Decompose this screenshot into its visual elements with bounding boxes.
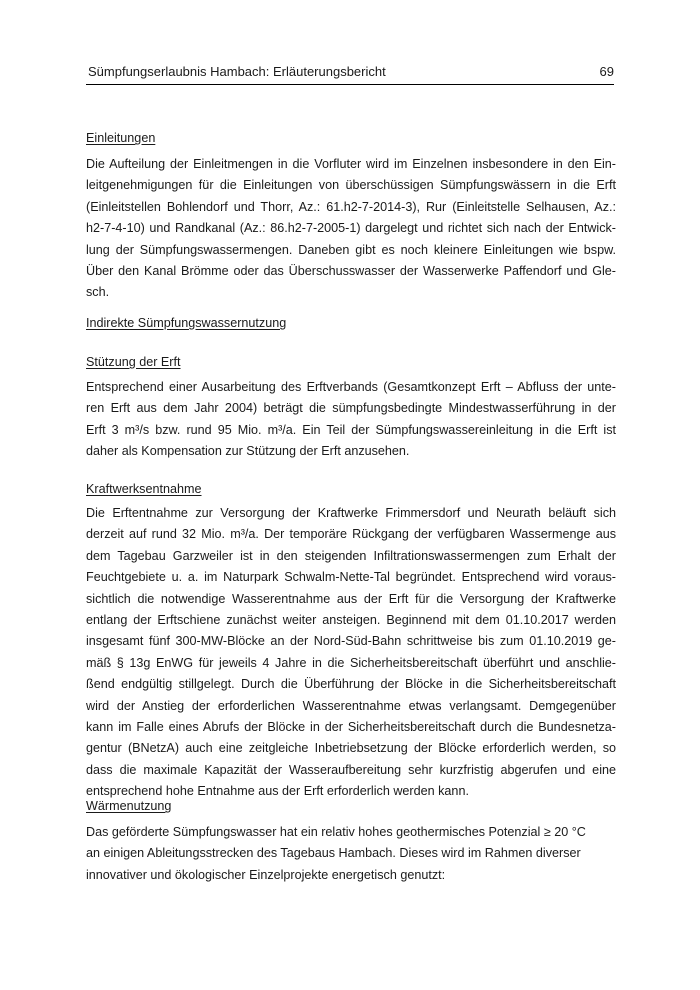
paragraph-stuetzung-erft <box>86 377 616 463</box>
paragraph-waermenutzung <box>86 822 616 886</box>
text-line: an einigen Ableitungsstrecken des Tagebaus Hambach. Dieses wird im Rahmen diverser <box>86 846 581 861</box>
text-line: Über den Kanal Brömme oder das Überschusswasser der Wasserwerke Paffendorf und Gle- <box>86 263 616 278</box>
paragraph-kraftwerksentnahme <box>86 503 616 802</box>
paragraph-einleitungen <box>86 154 616 304</box>
text-line: mäß § 13g EnWG für jeweils 4 Jahre in die Sicherheitsbereitschaft überführt und anschlie- <box>86 655 616 670</box>
text-line: kann im Falle eines Abrufs der Blöcke in der Sicherheitsbereitschaft durch die Bundesnetza- <box>86 719 616 734</box>
text-line: Das geförderte Sümpfungswasser hat ein relativ hohes geothermisches Potenzial ≥ 20 °C <box>86 825 586 839</box>
text-line: Entsprechend einer Ausarbeitung des Erftverbands (Gesamtkonzept Erft – Abfluss der unte- <box>86 380 616 394</box>
text-line: derzeit auf rund 32 Mio. m³/a. Der temporäre Rückgang der verfügbaren Wassermenge aus <box>86 527 616 542</box>
text-line: entsprechend hohe Entnahme aus der Erft erforderlich werden kann. <box>86 784 469 799</box>
page-header <box>86 62 614 85</box>
heading-kraftwerksentnahme: Kraftwerksentnahme <box>86 482 202 496</box>
text-line: Erft 3 m³/s bzw. rund 95 Mio. m³/a. Ein Teil der Sümpfungswassereinleitung in die Erft ist <box>86 422 616 437</box>
text-line: Feuchtgebiete u. a. im Naturpark Schwalm-Nette-Tal begründet. Entsprechend wird voraus- <box>86 570 616 585</box>
text-line: daher als Kompensation zur Stützung der Erft anzusehen. <box>86 444 410 459</box>
text-line: entlang der Erftschiene zunächst weiter ansteigen. Beginnend mit dem 01.10.2017 werden <box>86 612 616 627</box>
text-line: sichtlich die notwendige Wasserentnahme aus der Erft für die Versorgung der Kraftwerke <box>86 591 616 606</box>
text-line: gentur (BNetzA) auch eine zeitgleiche Inbetriebsetzung der Blöcke erforderlich werden, so <box>86 741 616 756</box>
text-line: dass die maximale Kapazität der Wasseraufbereitung sehr kurzfristig abgerufen und eine <box>86 762 616 777</box>
text-line: insgesamt fünf 300-MW-Blöcke an der Nord-Süd-Bahn schrittweise bis zum 01.10.2019 ge- <box>86 634 616 649</box>
heading-einleitungen: Einleitungen <box>86 131 156 145</box>
page-number: 69 <box>599 64 614 79</box>
heading-waermenutzung: Wärmenutzung <box>86 799 172 813</box>
text-line: h2-7-4-10) und Randkanal (Az.: 86.h2-7-2005-1) dargelegt und richtet sich nach der Entwick- <box>86 221 616 236</box>
text-line: lung der Sümpfungswassermengen. Daneben gibt es noch kleinere Einleitungen wie bspw. <box>86 242 616 257</box>
text-line: dem Tagebau Garzweiler ist in den steigenden Infiltrationswassermengen zum Erhalt der <box>86 548 616 563</box>
header-title: Sümpfungserlaubnis Hambach: Erläuterungsbericht <box>88 64 386 79</box>
text-line: wird der Anstieg der erforderlichen Wasserentnahme etwas verlangsamt. Demgegenüber <box>86 698 616 713</box>
text-line: ren Erft aus dem Jahr 2004) beträgt die sümpfungsbedingte Mindestwasserführung in der <box>86 401 616 416</box>
text-line: (Einleitstellen Bohlendorf und Thorr, Az.: 61.h2-7-2014-3), Rur (Einleitstelle Selhausen, Az.: <box>86 199 616 214</box>
heading-indirekte-nutzung: Indirekte Sümpfungswassernutzung <box>86 316 287 330</box>
text-line: leitgenehmigungen für die Einleitungen von überschüssigen Sümpfungswässern in die Erft <box>86 178 616 193</box>
text-line: sch. <box>86 285 110 300</box>
text-line: Die Aufteilung der Einleitmengen in die Vorfluter wird im Einzelnen insbesondere in den Ein- <box>86 157 616 171</box>
text-line: innovativer und ökologischer Einzelprojekte energetisch genutzt: <box>86 867 446 882</box>
heading-stuetzung-erft: Stützung der Erft <box>86 355 181 369</box>
text-line: ßend endgültig stillgelegt. Durch die Überführung der Blöcke in die Sicherheitsbereitschaft <box>86 677 616 692</box>
text-line: Die Erftentnahme zur Versorgung der Kraftwerke Frimmersdorf und Neurath beläuft sich <box>86 506 616 520</box>
